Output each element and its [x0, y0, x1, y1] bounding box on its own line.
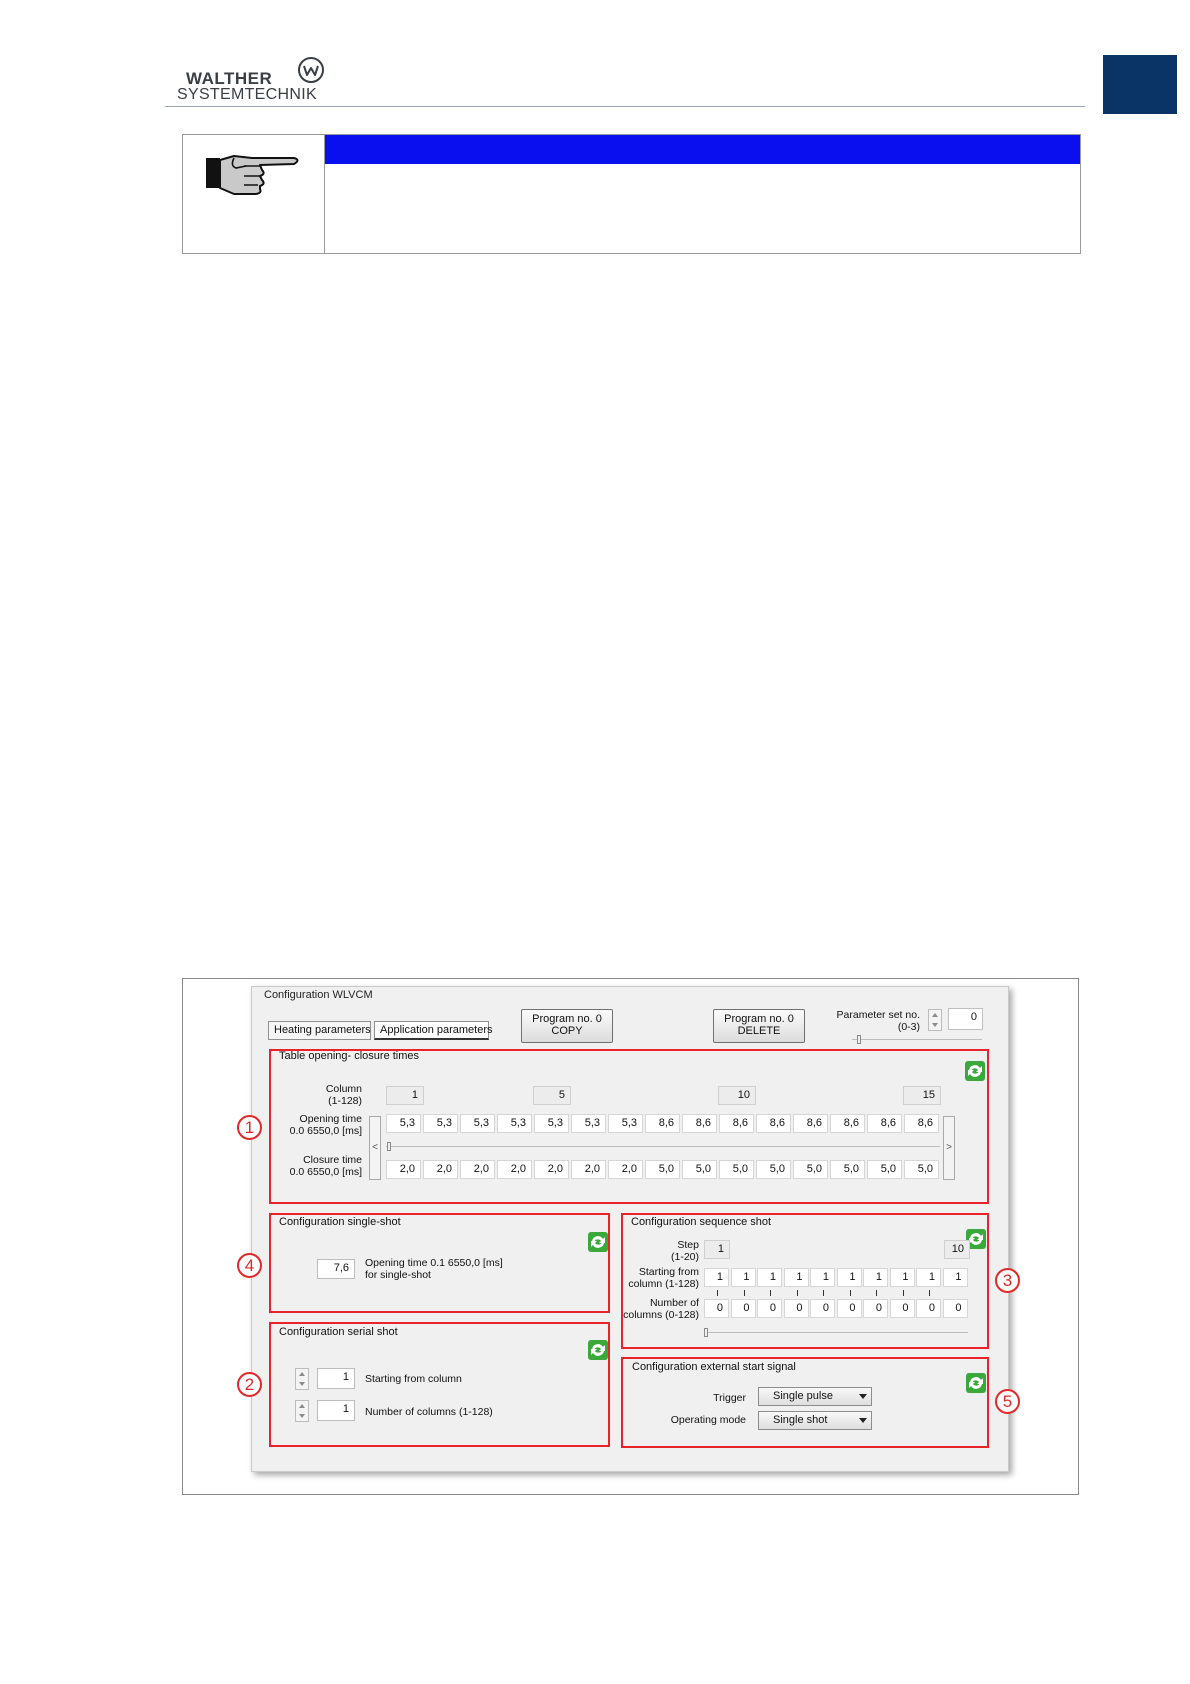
seq-start-label-line2: column (1-128) — [628, 1278, 699, 1290]
param-set-slider-thumb[interactable] — [857, 1035, 861, 1044]
single-shot-label-line2: for single-shot — [365, 1269, 431, 1281]
column-count-stepper[interactable] — [295, 1400, 309, 1422]
step-label — [622, 1239, 699, 1263]
chevron-down-icon — [859, 1394, 867, 1399]
single-shot-label-line1: Opening time 0.1 6550,0 [ms] — [365, 1257, 503, 1269]
operating-mode-select[interactable] — [758, 1411, 872, 1430]
delete-button-line2: DELETE — [737, 1025, 781, 1037]
opening-time-cell[interactable]: 8,6 — [682, 1114, 717, 1133]
step-marker-first: 1 — [704, 1240, 730, 1259]
opening-time-label-line2: 0.0 6550,0 [ms] — [289, 1125, 362, 1137]
callout-3: 3 — [995, 1268, 1020, 1293]
header-divider — [165, 106, 1085, 107]
refresh-icon[interactable] — [588, 1232, 608, 1252]
callout-1: 1 — [237, 1115, 262, 1140]
closure-time-cell[interactable]: 5,0 — [645, 1160, 680, 1179]
column-label — [280, 1083, 362, 1107]
seq-count-cell[interactable]: 0 — [731, 1299, 756, 1318]
logo-walther: WALTHER — [186, 69, 273, 88]
param-set-stepper[interactable] — [928, 1009, 942, 1031]
closure-time-cell[interactable]: 2,0 — [608, 1160, 643, 1179]
column-count-label: Number of columns (1-128) — [365, 1406, 493, 1418]
closure-time-cell[interactable]: 5,0 — [867, 1160, 902, 1179]
closure-time-cell[interactable]: 5,0 — [904, 1160, 939, 1179]
column-count-input[interactable]: 1 — [317, 1400, 355, 1421]
param-set-label — [810, 1009, 920, 1033]
logo-systemtechnik: SYSTEMTECHNIK — [177, 86, 317, 103]
delete-program-button[interactable] — [713, 1009, 805, 1043]
callout-4: 4 — [237, 1253, 262, 1278]
closure-time-cell[interactable]: 2,0 — [386, 1160, 421, 1179]
opening-time-cell[interactable]: 5,3 — [534, 1114, 569, 1133]
tab-heating-parameters[interactable]: Heating parameters — [268, 1021, 371, 1040]
operating-mode-select-value: Single shot — [773, 1414, 828, 1426]
window-title: Configuration WLVCM — [264, 989, 373, 1001]
pointing-hand-icon — [204, 148, 304, 198]
column-marker: 10 — [718, 1086, 756, 1105]
seq-start-label-line1: Starting from — [638, 1266, 699, 1278]
step-label-line1: Step — [677, 1239, 699, 1251]
seq-tick-mark — [876, 1290, 877, 1296]
seq-start-cell[interactable]: 1 — [890, 1268, 915, 1287]
seq-count-cell[interactable]: 0 — [890, 1299, 915, 1318]
opening-time-cell[interactable]: 8,6 — [645, 1114, 680, 1133]
table-scroll-right-button[interactable]: > — [943, 1116, 955, 1180]
closure-time-cell[interactable]: 2,0 — [497, 1160, 532, 1179]
seq-scroll-thumb[interactable] — [704, 1328, 708, 1337]
param-set-slider-track — [852, 1039, 982, 1040]
param-set-label-line2: (0-3) — [897, 1021, 920, 1033]
closure-time-label-line1: Closure time — [303, 1154, 362, 1166]
single-shot-title: Configuration single-shot — [279, 1216, 401, 1228]
seq-count-cell[interactable]: 0 — [704, 1299, 729, 1318]
opening-time-label — [270, 1113, 362, 1137]
column-label-line2: (1-128) — [328, 1095, 362, 1107]
seq-start-cell[interactable]: 1 — [757, 1268, 782, 1287]
seq-tick-mark — [797, 1290, 798, 1296]
seq-start-cell[interactable]: 1 — [943, 1268, 968, 1287]
opening-time-cell[interactable]: 8,6 — [719, 1114, 754, 1133]
step-marker-last: 10 — [944, 1240, 970, 1259]
column-marker: 1 — [386, 1086, 424, 1105]
seq-count-label — [612, 1297, 699, 1321]
closure-time-cell[interactable]: 5,0 — [719, 1160, 754, 1179]
external-start-title: Configuration external start signal — [632, 1361, 796, 1373]
operating-mode-label: Operating mode — [670, 1414, 746, 1426]
trigger-select-value: Single pulse — [773, 1390, 833, 1402]
seq-start-cell[interactable]: 1 — [784, 1268, 809, 1287]
seq-count-label-line2: columns (0-128) — [623, 1309, 699, 1321]
opening-time-cell[interactable]: 8,6 — [793, 1114, 828, 1133]
note-header-bar — [325, 135, 1080, 164]
opening-time-cell[interactable]: 8,6 — [830, 1114, 865, 1133]
seq-start-cell[interactable]: 1 — [731, 1268, 756, 1287]
copy-program-button[interactable] — [521, 1009, 613, 1043]
start-column-input[interactable]: 1 — [317, 1368, 355, 1389]
seq-count-label-line1: Number of — [649, 1297, 699, 1309]
opening-time-cell[interactable]: 8,6 — [867, 1114, 902, 1133]
corner-tab — [1103, 55, 1177, 114]
refresh-icon[interactable] — [966, 1373, 986, 1393]
single-shot-label — [365, 1257, 503, 1281]
seq-count-cell[interactable]: 0 — [837, 1299, 862, 1318]
seq-count-cell[interactable]: 0 — [784, 1299, 809, 1318]
refresh-icon[interactable] — [588, 1340, 608, 1360]
closure-time-cell[interactable]: 2,0 — [534, 1160, 569, 1179]
table-scroll-left-button[interactable]: < — [369, 1116, 381, 1180]
closure-time-label-line2: 0.0 6550,0 [ms] — [289, 1166, 362, 1178]
seq-count-cell[interactable]: 0 — [943, 1299, 968, 1318]
delete-button-line1: Program no. 0 — [724, 1013, 794, 1025]
opening-time-cell[interactable]: 5,3 — [571, 1114, 606, 1133]
opening-time-cell[interactable]: 5,3 — [608, 1114, 643, 1133]
seq-count-cell[interactable]: 0 — [810, 1299, 835, 1318]
column-label-line1: Column — [325, 1083, 362, 1095]
seq-scroll-track — [704, 1332, 968, 1333]
closure-time-label — [270, 1154, 362, 1178]
seq-start-label — [612, 1266, 699, 1290]
seq-start-cell[interactable]: 1 — [837, 1268, 862, 1287]
table-group-title: Table opening- closure times — [279, 1050, 420, 1062]
param-set-label-line1: Parameter set no. — [836, 1009, 920, 1021]
refresh-icon[interactable] — [965, 1061, 985, 1081]
single-shot-opening-input[interactable]: 7,6 — [317, 1259, 355, 1279]
column-marker: 5 — [533, 1086, 571, 1105]
sequence-shot-title: Configuration sequence shot — [631, 1216, 772, 1228]
seq-count-cell[interactable]: 0 — [916, 1299, 941, 1318]
closure-time-cell[interactable]: 2,0 — [423, 1160, 458, 1179]
opening-time-cell[interactable]: 8,6 — [904, 1114, 939, 1133]
trigger-select[interactable] — [758, 1387, 872, 1406]
opening-time-cell[interactable]: 5,3 — [460, 1114, 495, 1133]
seq-tick-mark — [823, 1290, 824, 1296]
callout-2: 2 — [237, 1372, 262, 1397]
opening-time-cell[interactable]: 8,6 — [756, 1114, 791, 1133]
seq-tick-mark — [744, 1290, 745, 1296]
closure-time-cell[interactable]: 5,0 — [682, 1160, 717, 1179]
callout-5: 5 — [995, 1389, 1020, 1414]
tab-application-parameters[interactable]: Application parameters — [374, 1021, 489, 1040]
start-column-label: Starting from column — [365, 1373, 462, 1385]
opening-time-cell[interactable]: 5,3 — [423, 1114, 458, 1133]
seq-start-cell[interactable]: 1 — [863, 1268, 888, 1287]
seq-tick-mark — [770, 1290, 771, 1296]
table-scroll-thumb[interactable] — [387, 1142, 391, 1151]
seq-start-cell[interactable]: 1 — [810, 1268, 835, 1287]
seq-tick-mark — [903, 1290, 904, 1296]
closure-time-cell[interactable]: 5,0 — [756, 1160, 791, 1179]
trigger-label: Trigger — [713, 1392, 746, 1404]
seq-tick-mark — [929, 1290, 930, 1296]
closure-time-cell[interactable]: 5,0 — [830, 1160, 865, 1179]
opening-time-cell[interactable]: 5,3 — [386, 1114, 421, 1133]
opening-time-cell[interactable]: 5,3 — [497, 1114, 532, 1133]
opening-time-label-line1: Opening time — [299, 1113, 362, 1125]
seq-count-cell[interactable]: 0 — [863, 1299, 888, 1318]
chevron-down-icon — [859, 1418, 867, 1423]
closure-time-cell[interactable]: 2,0 — [571, 1160, 606, 1179]
seq-tick-mark — [717, 1290, 718, 1296]
closure-time-cell[interactable]: 5,0 — [793, 1160, 828, 1179]
seq-start-cell[interactable]: 1 — [916, 1268, 941, 1287]
param-set-input[interactable]: 0 — [948, 1008, 983, 1030]
start-column-stepper[interactable] — [295, 1368, 309, 1390]
note-icon-cell — [182, 134, 325, 254]
copy-button-line1: Program no. 0 — [532, 1013, 602, 1025]
serial-shot-title: Configuration serial shot — [279, 1326, 398, 1338]
column-marker: 15 — [903, 1086, 941, 1105]
seq-tick-mark — [850, 1290, 851, 1296]
closure-time-cell[interactable]: 2,0 — [460, 1160, 495, 1179]
seq-start-cell[interactable]: 1 — [704, 1268, 729, 1287]
seq-count-cell[interactable]: 0 — [757, 1299, 782, 1318]
step-label-line2: (1-20) — [670, 1251, 699, 1263]
copy-button-line2: COPY — [551, 1025, 583, 1037]
walther-logo-icon — [296, 55, 326, 85]
table-scroll-track — [386, 1146, 940, 1147]
